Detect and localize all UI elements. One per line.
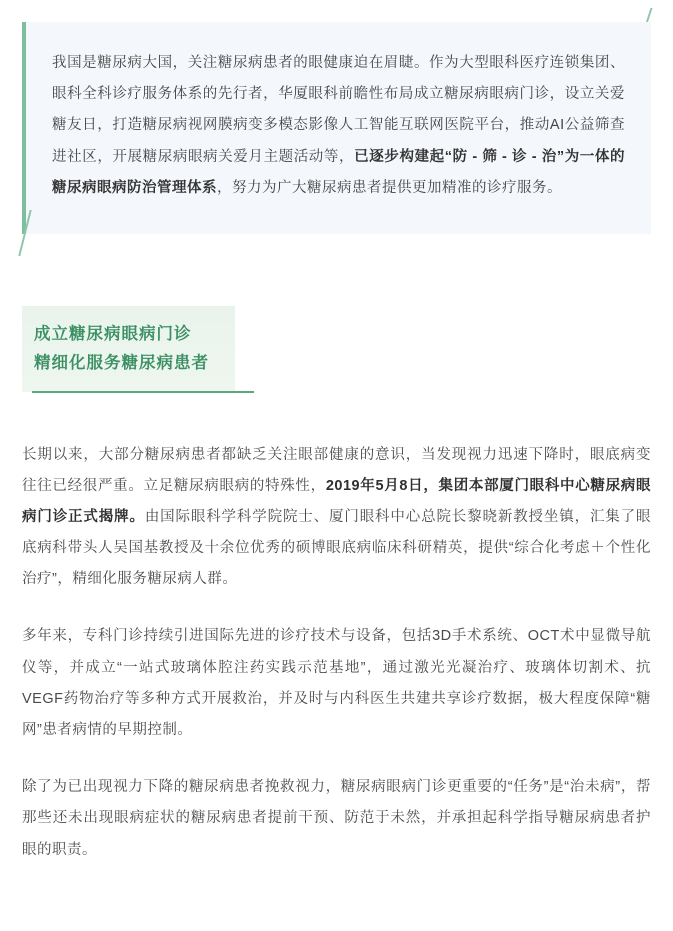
intro-paragraph: 我国是糖尿病大国，关注糖尿病患者的眼健康迫在眉睫。作为大型眼科医疗连锁集团、眼科全科诊疗服务体系的先行者，华厦眼科前瞻性布局成立糖尿病眼病门诊，设立关爱糖友日，打造糖尿病视网膜病变多模态影像人工智能互联网医院平台，推动AI公益筛查进社区，开展糖尿病眼病关爱月主题活动等，已逐步构建起“防 - 筛 - 诊 - 治”为一体的糖尿病眼病防治管理体系，努力为广大糖尿病患者提供更加精准的诊疗服务。 <box>52 55 626 196</box>
body-paragraph: 除了为已出现视力下降的糖尿病患者挽救视力，糖尿病眼病门诊更重要的“任务”是“治未病”，帮那些还未出现眼病症状的糖尿病患者提前干预、防范于未然，并承担起科学指导糖尿病患者护眼的职责。 <box>22 779 651 858</box>
article-body <box>22 440 651 866</box>
section-heading <box>22 306 235 392</box>
body-paragraph: 长期以来，大部分糖尿病患者都缺乏关注眼部健康的意识，当发现视力迅速下降时，眼底病变往往已经很严重。立足糖尿病眼病的特殊性，2019年5月8日，集团本部厦门眼科中心糖尿病眼病门诊正式揭牌。由国际眼科学科学院院士、厦门眼科中心总院长黎晓新教授坐镇，汇集了眼底病科带头人吴国基教授及十余位优秀的硕博眼底病临床科研精英，提供“综合化考虑＋个性化治疗”，精细化服务糖尿病人群。 <box>22 446 652 588</box>
section-heading-line-2: 精细化服务糖尿病患者 <box>34 353 209 372</box>
section-heading-box <box>22 306 235 392</box>
intro-box <box>22 22 651 234</box>
section-heading-underline <box>32 391 254 393</box>
body-paragraph: 多年来，专科门诊持续引进国际先进的诊疗技术与设备，包括3D手术系统、OCT术中显微导航仪等，并成立“一站式玻璃体腔注药实践示范基地”，通过激光光凝治疗、玻璃体切割术、抗VEGF药物治疗等多种方式开展救治，并及时与内科医生共建共享诊疗数据，极大程度保障“糖网”患者病情的早期控制。 <box>22 628 651 738</box>
intro-block <box>22 22 651 234</box>
section-heading-line-1: 成立糖尿病眼病门诊 <box>34 324 192 343</box>
